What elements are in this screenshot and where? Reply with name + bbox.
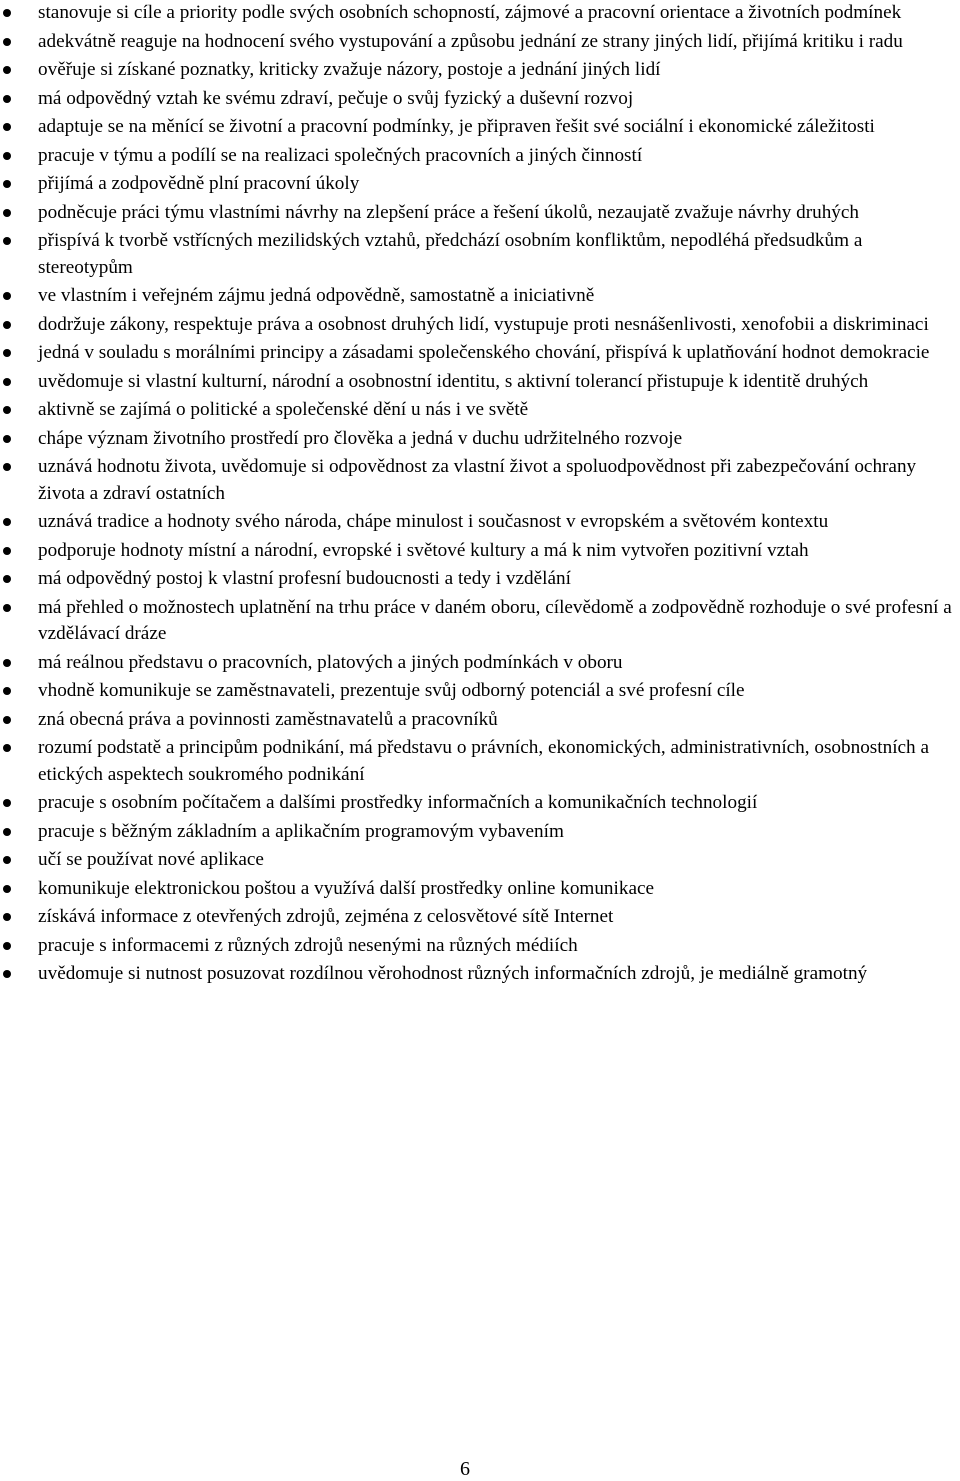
bullet-icon — [3, 856, 11, 864]
bullet-icon — [3, 378, 11, 386]
bullet-icon — [3, 716, 11, 724]
bullet-icon — [3, 463, 11, 471]
list-item — [0, 143, 960, 170]
list-item — [0, 29, 960, 56]
page-number: 6 — [460, 1458, 470, 1480]
list-item — [0, 57, 960, 84]
list-item-text: ověřuje si získané poznatky, kriticky zvažuje názory, postoje a jednání jiných lidí — [38, 59, 661, 80]
bullet-icon — [3, 659, 11, 667]
list-item-text: ve vlastním i veřejném zájmu jedná odpovědně, samostatně a iniciativně — [38, 285, 595, 306]
list-item — [0, 790, 960, 817]
bullet-icon — [3, 575, 11, 583]
list-item-text: vhodně komunikuje se zaměstnavateli, prezentuje svůj odborný potenciál a své profesní cíle — [38, 680, 745, 701]
bullet-icon — [3, 321, 11, 329]
list-item-text: má přehled o možnostech uplatnění na trhu práce v daném oboru, cílevědomě a zodpovědně rozhoduje o své profesní a vzdělávací dráze — [38, 596, 952, 644]
bullet-icon — [3, 518, 11, 526]
bullet-icon — [3, 942, 11, 950]
list-item-text: chápe význam životního prostředí pro člověka a jedná v duchu udržitelného rozvoje — [38, 427, 683, 449]
list-item — [0, 678, 960, 705]
list-item-text: stanovuje si cíle a priority podle svých osobních schopností, zájmové a pracovní orientace a životních podmínek — [38, 2, 902, 23]
bullet-icon — [3, 66, 11, 74]
list-item-text: podněcuje práci týmu vlastními návrhy na zlepšení práce a řešení úkolů, nezaujatě zvažuje návrhy druhých — [38, 201, 860, 223]
list-item-text: zná obecná práva a povinnosti zaměstnavatelů a pracovníků — [38, 708, 498, 730]
list-item-text: přispívá k tvorbě vstřícných mezilidských vztahů, předchází osobním konfliktům, nepodléhá předsudkům a stereotypům — [38, 230, 863, 278]
list-item — [0, 340, 960, 367]
list-item — [0, 566, 960, 593]
list-item — [0, 200, 960, 227]
list-item — [0, 228, 960, 281]
list-item — [0, 904, 960, 931]
list-item-text: rozumí podstatě a principům podnikání, má představu o právních, ekonomických, administrativních, osobnostních a etických aspektech soukromého podnikání — [38, 737, 929, 785]
list-item — [0, 454, 960, 507]
bullet-icon — [3, 799, 11, 807]
list-item-text: adekvátně reaguje na hodnocení svého vystupování a způsobu jednání ze strany jiných lidí, přijímá kritiku i radu — [38, 30, 903, 52]
list-item — [0, 707, 960, 734]
bullet-icon — [3, 885, 11, 893]
list-item — [0, 735, 960, 788]
bullet-icon — [3, 547, 11, 555]
list-item-text: uvědomuje si vlastní kulturní, národní a osobnostní identitu, s aktivní tolerancí přistupuje k identitě druhých — [38, 370, 869, 392]
list-item — [0, 538, 960, 565]
list-item — [0, 283, 960, 310]
list-item-text: dodržuje zákony, respektuje práva a osobnost druhých lidí, vystupuje proti nesnášenlivosti, xenofobii a diskriminaci — [38, 313, 929, 335]
list-item — [0, 933, 960, 960]
list-item — [0, 595, 960, 648]
bullet-icon — [3, 152, 11, 160]
bullet-icon — [3, 604, 11, 612]
bullet-icon — [3, 687, 11, 695]
bullet-icon — [3, 38, 11, 46]
list-item — [0, 847, 960, 874]
bullet-icon — [3, 95, 11, 103]
list-item — [0, 0, 960, 27]
bullet-icon — [3, 209, 11, 217]
bullet-icon — [3, 180, 11, 188]
list-item-text: učí se používat nové aplikace — [38, 849, 264, 870]
bullet-icon — [3, 406, 11, 414]
list-item-text: jedná v souladu s morálními principy a zásadami společenského chování, přispívá k uplatňování hodnot demokracie — [38, 342, 930, 363]
bullet-icon — [3, 9, 11, 17]
list-item-text: má odpovědný vztah ke svému zdraví, pečuje o svůj fyzický a duševní rozvoj — [38, 87, 634, 109]
list-item — [0, 509, 960, 536]
list-item-text: uznává hodnotu života, uvědomuje si odpovědnost za vlastní život a spoluodpovědnost při zabezpečování ochrany života a zdraví ostatních — [38, 456, 917, 504]
list-item — [0, 369, 960, 396]
list-item-text: přijímá a zodpovědně plní pracovní úkoly — [38, 173, 360, 194]
list-item — [0, 312, 960, 339]
list-item — [0, 397, 960, 424]
list-item — [0, 426, 960, 453]
list-item — [0, 171, 960, 198]
list-item-text: podporuje hodnoty místní a národní, evropské i světové kultury a má k nim vytvořen pozitivní vztah — [38, 539, 809, 561]
list-item-text: adaptuje se na měnící se životní a pracovní podmínky, je připraven řešit své sociální i ekonomické záležitosti — [38, 116, 875, 137]
list-item-text: uznává tradice a hodnoty svého národa, chápe minulost i současnost v evropském a světovém kontextu — [38, 511, 829, 532]
bullet-icon — [3, 828, 11, 836]
list-item — [0, 961, 960, 988]
list-item-text: pracuje s běžným základním a aplikačním programovým vybavením — [38, 820, 564, 842]
list-item — [0, 650, 960, 677]
list-item-text: získává informace z otevřených zdrojů, zejména z celosvětové sítě Internet — [38, 906, 614, 927]
bullet-icon — [3, 970, 11, 978]
list-item-text: uvědomuje si nutnost posuzovat rozdílnou věrohodnost různých informačních zdrojů, je mediálně gramotný — [38, 963, 868, 984]
bullet-icon — [3, 237, 11, 245]
bullet-icon — [3, 123, 11, 131]
bullet-icon — [3, 913, 11, 921]
list-item — [0, 86, 960, 113]
list-item-text: pracuje s osobním počítačem a dalšími prostředky informačních a komunikačních technologií — [38, 792, 758, 813]
bullet-icon — [3, 435, 11, 443]
list-item-text: aktivně se zajímá o politické a společenské dění u nás i ve světě — [38, 399, 529, 420]
list-item — [0, 114, 960, 141]
list-item — [0, 876, 960, 903]
list-item-text: komunikuje elektronickou poštou a využívá další prostředky online komunikace — [38, 877, 654, 899]
list-item-text: pracuje v týmu a podílí se na realizaci společných pracovních a jiných činností — [38, 144, 643, 166]
bullet-icon — [3, 744, 11, 752]
list-item-text: má odpovědný postoj k vlastní profesní budoucnosti a tedy i vzdělání — [38, 568, 571, 589]
list-item-text: má reálnou představu o pracovních, platových a jiných podmínkách v oboru — [38, 651, 623, 673]
bullet-icon — [3, 292, 11, 300]
bullet-icon — [3, 349, 11, 357]
list-item — [0, 819, 960, 846]
list-item-text: pracuje s informacemi z různých zdrojů nesenými na různých médiích — [38, 934, 578, 956]
